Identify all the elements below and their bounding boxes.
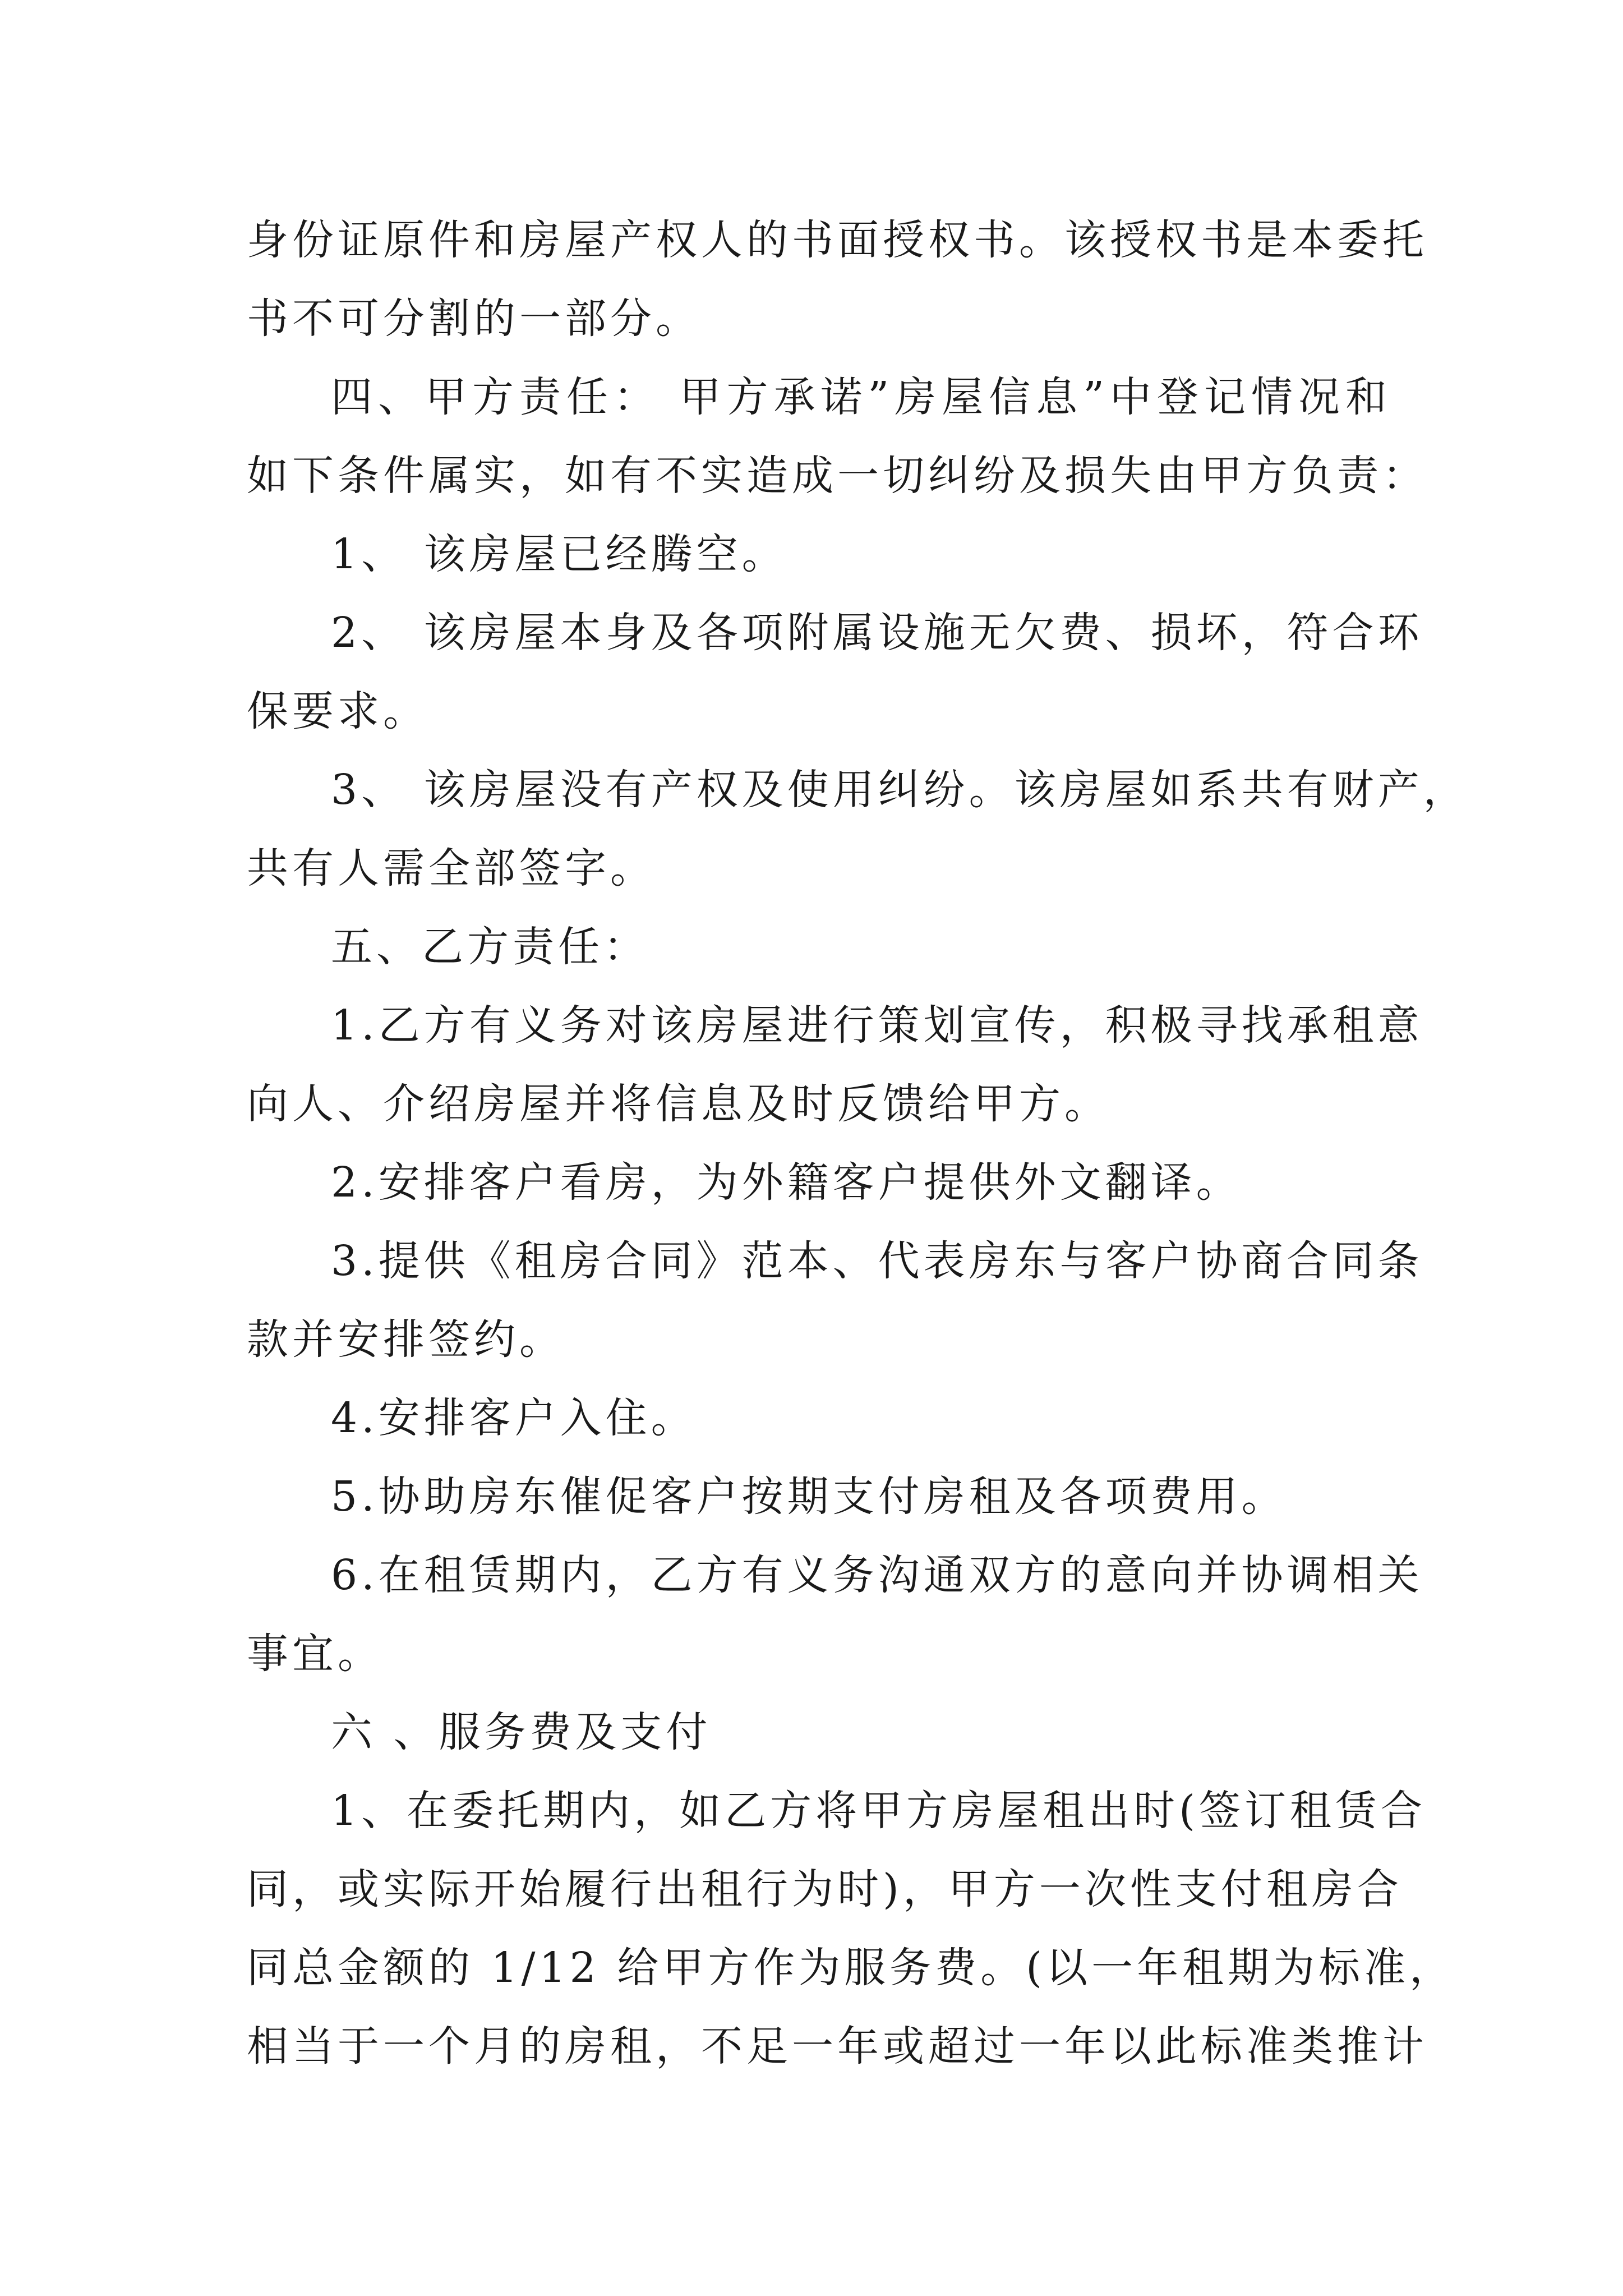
text-line: 共有人需全部签字。 [247, 844, 656, 892]
text-line: 相当于一个月的房租，不足一年或超过一年以此标准类推计 [247, 2022, 1428, 2070]
section-heading-4: 四、甲方责任： 甲方承诺”房屋信息”中登记情况和 [331, 373, 1391, 421]
text-line: 身份证原件和房屋产权人的书面授权书。该授权书是本委托 [247, 216, 1428, 264]
section-heading-6: 六 、服务费及支付 [331, 1708, 712, 1756]
list-item: 5.协助房东催促客户按期支付房租及各项费用。 [331, 1473, 1287, 1521]
text-line: 如下条件属实，如有不实造成一切纠纷及损失由甲方负责： [247, 452, 1428, 500]
list-item: 4.安排客户入住。 [331, 1394, 697, 1442]
list-item: 2、 该房屋本身及各项附属设施无欠费、损坏，符合环 [331, 609, 1423, 657]
list-item: 2.安排客户看房，为外籍客户提供外文翻译。 [331, 1158, 1242, 1207]
list-item: 3.提供《租房合同》范本、代表房东与客户协商合同条 [331, 1237, 1423, 1285]
section-heading-5: 五、乙方责任： [331, 923, 649, 971]
list-item: 1.乙方有义务对该房屋进行策划宣传，积极寻找承租意 [331, 1001, 1423, 1050]
text-line: 书不可分割的一部分。 [247, 295, 701, 343]
list-item: 3、 该房屋没有产权及使用纠纷。该房屋如系共有财产， [331, 766, 1469, 814]
text-line: 同总金额的 1/12 给甲方作为服务费。(以一年租期为标准， [247, 1944, 1455, 1992]
list-item: 6.在租赁期内，乙方有义务沟通双方的意向并协调相关 [331, 1551, 1423, 1599]
text-line: 保要求。 [247, 687, 428, 735]
text-line: 同，或实际开始履行出租行为时)，甲方一次性支付租房合 [247, 1865, 1403, 1913]
list-item: 1、在委托期内，如乙方将甲方房屋租出时(签订租赁合 [331, 1787, 1426, 1835]
text-line: 事宜。 [247, 1630, 383, 1678]
text-line: 款并安排签约。 [247, 1315, 565, 1364]
text-line: 向人、介绍房屋并将信息及时反馈给甲方。 [247, 1080, 1110, 1128]
list-item: 1、 该房屋已经腾空。 [331, 530, 787, 578]
